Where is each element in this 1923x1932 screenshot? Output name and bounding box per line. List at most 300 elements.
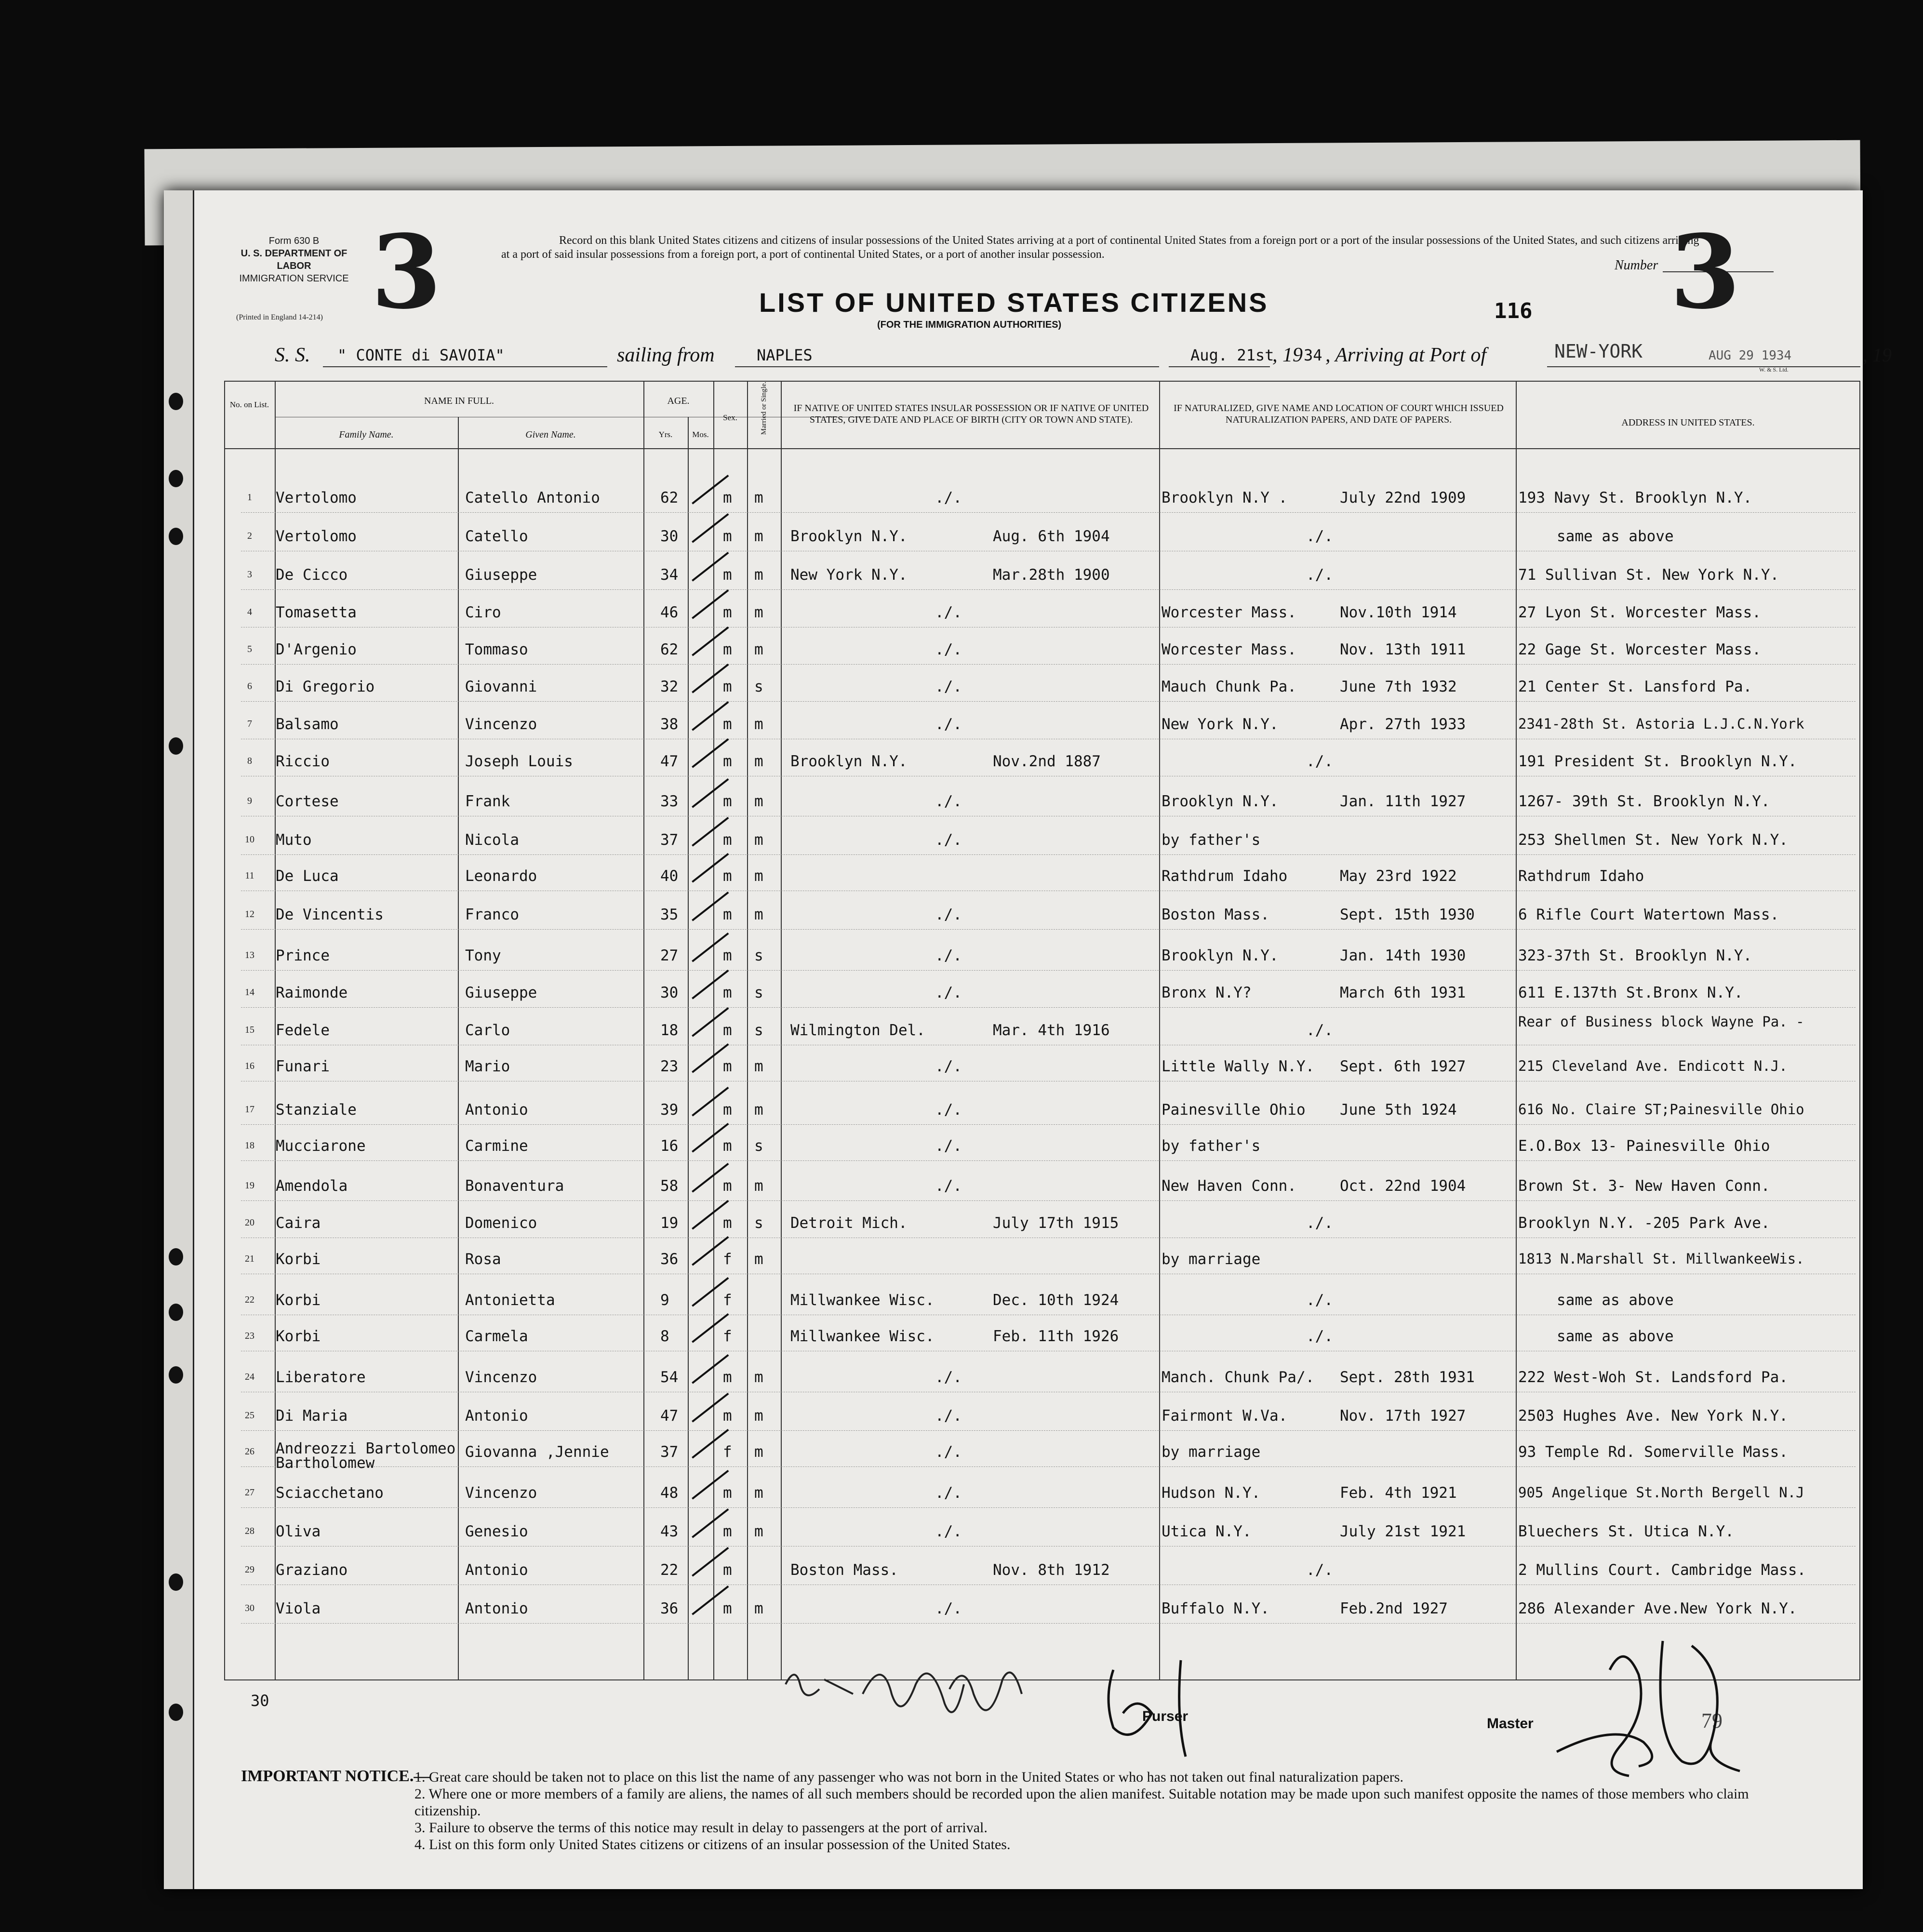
cell-ms: m (754, 753, 763, 770)
cell-family: Korbi (276, 1292, 321, 1309)
cell-age: 32 (660, 678, 679, 695)
cell-age: 33 (660, 793, 679, 810)
cell-nat-date: Feb.2nd 1927 (1340, 1600, 1448, 1617)
binding-strip (164, 190, 194, 1889)
cell-address: Rathdrum Idaho (1518, 867, 1644, 885)
cell-court: Bronx N.Y? (1162, 984, 1252, 1001)
row-number: 11 (245, 870, 254, 881)
cell-sex: m (723, 793, 732, 810)
cell-family: Funari (276, 1058, 330, 1075)
cell-family: Mucciarone (276, 1137, 366, 1155)
cell-address: 27 Lyon St. Worcester Mass. (1518, 604, 1761, 621)
cell-address: Brooklyn N.Y. -205 Park Ave. (1518, 1214, 1770, 1232)
row-number: 29 (245, 1564, 254, 1575)
cell-ms: s (754, 947, 763, 964)
cell-family: Balsamo (276, 716, 339, 733)
cell-sex: m (723, 1058, 732, 1075)
row-rule (241, 970, 1856, 971)
cell-address: 286 Alexander Ave.New York N.Y. (1518, 1600, 1797, 1617)
cell-birth-date: ./. (935, 1101, 962, 1119)
year: 34 (1304, 346, 1322, 364)
notice-item-1: 1. Great care should be taken not to place on this list the name of any passenger who was not born in the United States or who has not taken out final naturalization papers. (414, 1769, 1403, 1785)
cell-given: Genesio (465, 1523, 528, 1540)
cell-court: Little Wally N.Y. (1162, 1058, 1315, 1075)
form-number: Form 630 B (268, 236, 320, 246)
row-rule (241, 1007, 1856, 1008)
cell-nat-date: Apr. 27th 1933 (1340, 716, 1466, 733)
cell-court: Buffalo N.Y. (1162, 1600, 1269, 1617)
cell-given: Ciro (465, 604, 501, 621)
row-rule (241, 1160, 1856, 1161)
col-border (1516, 381, 1517, 1679)
trailing-year: , 19 (1863, 344, 1892, 366)
cell-birth-place: Millwankee Wisc. (790, 1328, 935, 1345)
cell-family: De Luca (276, 867, 339, 885)
cell-nat-date: Jan. 14th 1930 (1340, 947, 1466, 964)
col-head-mos: Mos. (692, 430, 709, 439)
row-rule (241, 1466, 1856, 1467)
row-number: 27 (245, 1487, 254, 1498)
cell-court: Utica N.Y. (1162, 1523, 1252, 1540)
cell-birth-date: ./. (935, 604, 962, 621)
cell-given: Antonio (465, 1407, 528, 1425)
cell-family: Fedele (276, 1022, 330, 1039)
header-bottom-border (224, 448, 1860, 449)
notice-item-4: 4. List on this form only United States citizens or citizens of an insular possession of the United States. (414, 1837, 1011, 1852)
cell-age: 18 (660, 1022, 679, 1039)
row-number: 7 (247, 719, 252, 729)
cell-birth-date: ./. (935, 641, 962, 658)
row-number: 8 (247, 756, 252, 766)
sheet-number-left: 3 (371, 213, 442, 332)
manifest-sheet (164, 190, 1892, 1889)
binding-hole (169, 1304, 183, 1321)
cell-age: 47 (660, 753, 679, 770)
cell-age: 48 (660, 1484, 679, 1502)
cell-ms: m (754, 489, 763, 506)
cell-given: Leonardo (465, 867, 537, 885)
cell-given: Bonaventura (465, 1177, 564, 1195)
col-border (1859, 381, 1860, 1679)
cell-age: 19 (660, 1214, 679, 1232)
cell-court: Painesville Ohio (1162, 1101, 1306, 1119)
col-head-sex: Sex. (723, 413, 737, 422)
row-rule (241, 854, 1856, 855)
cell-address: Brown St. 3- New Haven Conn. (1518, 1177, 1770, 1195)
cell-ms: m (754, 1251, 763, 1268)
cell-ms: m (754, 1600, 763, 1617)
cell-sex: m (723, 1137, 732, 1155)
cell-age: 47 (660, 1407, 679, 1425)
cell-given: Antonio (465, 1561, 528, 1579)
cell-birth-date: ./. (935, 1443, 962, 1461)
list-number-stamp: 116 (1494, 299, 1533, 323)
row-rule (241, 1200, 1856, 1201)
cell-given: Domenico (465, 1214, 537, 1232)
cell-sex: m (723, 984, 732, 1001)
cell-age: 37 (660, 1443, 679, 1461)
total-count: 30 (251, 1692, 269, 1710)
cell-age: 43 (660, 1523, 679, 1540)
cell-ms: m (754, 793, 763, 810)
cell-given: Vincenzo (465, 1484, 537, 1502)
row-number: 25 (245, 1410, 254, 1421)
cell-family: Raimonde (276, 984, 348, 1001)
cell-birth-date: ./. (935, 831, 962, 849)
ship-underline (323, 366, 607, 367)
cell-sex: m (723, 1600, 732, 1617)
col-head-native: IF NATIVE OF UNITED STATES INSULAR POSSESSION OR IF NATIVE OF UNITED STATES, GIVE DATE AND PLACE OF BIRTH (CITY OR TOWN AND STATE). (793, 403, 1149, 425)
cell-address: 6 Rifle Court Watertown Mass. (1518, 906, 1779, 923)
col-head-name: NAME IN FULL. (424, 396, 494, 406)
cell-birth-place: Brooklyn N.Y. (790, 753, 908, 770)
col-border (747, 381, 748, 1679)
row-number: 9 (247, 796, 252, 806)
cell-address: 193 Navy St. Brooklyn N.Y. (1518, 489, 1752, 506)
cell-given: Giuseppe (465, 984, 537, 1001)
cell-sex: m (723, 528, 732, 545)
row-number: 4 (247, 607, 252, 617)
cell-birth-date: ./. (935, 1600, 962, 1617)
cell-age: 62 (660, 641, 679, 658)
cell-ms: m (754, 1369, 763, 1386)
cell-birth-date: ./. (935, 793, 962, 810)
cell-nat-date: Nov.10th 1914 (1340, 604, 1457, 621)
cell-birth-place: Detroit Mich. (790, 1214, 908, 1232)
cell-nat-date: Sept. 15th 1930 (1340, 906, 1475, 923)
cell-nat-date: ./. (1306, 566, 1333, 584)
cell-given: Mario (465, 1058, 510, 1075)
binding-hole (169, 528, 183, 545)
row-number: 26 (245, 1446, 254, 1457)
cell-address: Rear of Business block Wayne Pa. - (1518, 1013, 1804, 1030)
cell-age: 40 (660, 867, 679, 885)
cell-ms: m (754, 1058, 763, 1075)
cell-family: Korbi (276, 1328, 321, 1345)
row-rule (241, 1124, 1856, 1125)
table-top-border (224, 381, 1860, 382)
col-head-address: ADDRESS IN UNITED STATES. (1621, 417, 1755, 428)
cell-given: Rosa (465, 1251, 501, 1268)
cell-ms: m (754, 1443, 763, 1461)
cell-nat-date: ./. (1306, 1292, 1333, 1309)
binding-hole (169, 1573, 183, 1591)
cell-birth-date: Mar. 4th 1916 (993, 1022, 1110, 1039)
col-border (688, 417, 689, 1679)
cell-birth-date: ./. (935, 716, 962, 733)
row-number: 24 (245, 1372, 254, 1382)
cell-court: Brooklyn N.Y. (1162, 947, 1279, 964)
cell-family: De Cicco (276, 566, 348, 584)
row-number: 14 (245, 987, 254, 998)
row-rule (241, 701, 1856, 702)
cell-sex: m (723, 1523, 732, 1540)
ship-name: " CONTE di SAVOIA" (337, 346, 505, 364)
cell-family: Sciacchetano (276, 1484, 384, 1502)
cell-given: Giovanna ,Jennie (465, 1443, 609, 1461)
row-number: 2 (247, 531, 252, 541)
sheet-number-right: 3 (1670, 213, 1741, 332)
cell-birth-date: Mar.28th 1900 (993, 566, 1110, 584)
cell-age: 36 (660, 1251, 679, 1268)
col-head-family: Family Name. (339, 429, 394, 440)
cell-nat-date: ./. (1306, 528, 1333, 545)
cell-sex: m (723, 641, 732, 658)
cell-sex: m (723, 1214, 732, 1232)
master-label: Master (1487, 1716, 1534, 1732)
row-number: 15 (245, 1025, 254, 1035)
cell-age: 8 (660, 1328, 669, 1345)
cell-ms: m (754, 1523, 763, 1540)
cell-sex: m (723, 906, 732, 923)
cell-age: 34 (660, 566, 679, 584)
cell-address: 2 Mullins Court. Cambridge Mass. (1518, 1561, 1806, 1579)
cell-sex: m (723, 1177, 732, 1195)
cell-given: Antonio (465, 1600, 528, 1617)
cell-court: by marriage (1162, 1251, 1261, 1268)
cell-age: 54 (660, 1369, 679, 1386)
cell-nat-date: Oct. 22nd 1904 (1340, 1177, 1466, 1195)
col-head-yrs: Yrs. (658, 430, 673, 439)
row-rule (241, 589, 1856, 590)
col-border (458, 417, 459, 1679)
col-head-given: Given Name. (525, 429, 576, 440)
cell-ms: m (754, 831, 763, 849)
cell-address: 905 Angelique St.North Bergell N.J (1518, 1484, 1804, 1501)
col-head-marital: Married or Single. (760, 381, 768, 435)
cell-nat-date: Nov. 17th 1927 (1340, 1407, 1466, 1425)
cell-ms: m (754, 528, 763, 545)
cell-birth-place: Brooklyn N.Y. (790, 528, 908, 545)
cell-address: 2341-28th St. Astoria L.J.C.N.York (1518, 716, 1804, 732)
cell-age: 58 (660, 1177, 679, 1195)
cell-ms: m (754, 641, 763, 658)
cell-address: 21 Center St. Lansford Pa. (1518, 678, 1752, 695)
cell-address: 215 Cleveland Ave. Endicott N.J. (1518, 1058, 1788, 1074)
cell-birth-date: Aug. 6th 1904 (993, 528, 1110, 545)
cell-sex: m (723, 1407, 732, 1425)
cell-address: Bluechers St. Utica N.Y. (1518, 1523, 1734, 1540)
cell-sex: m (723, 753, 732, 770)
department-name: U. S. DEPARTMENT OF LABOR (240, 248, 347, 271)
cell-birth-date: ./. (935, 947, 962, 964)
cell-family: Viola (276, 1600, 321, 1617)
cell-birth-place: Millwankee Wisc. (790, 1292, 935, 1309)
row-number: 18 (245, 1140, 254, 1151)
binding-hole (169, 1366, 183, 1384)
cell-address: 71 Sullivan St. New York N.Y. (1518, 566, 1779, 584)
cell-birth-place: Boston Mass. (790, 1561, 898, 1579)
cell-family: Andreozzi Bartolomeo Bartholomew (276, 1440, 456, 1472)
cell-sex: m (723, 1369, 732, 1386)
cell-birth-place: New York N.Y. (790, 566, 908, 584)
cell-birth-date: ./. (935, 1177, 962, 1195)
cell-given: Frank (465, 793, 510, 810)
row-number: 30 (245, 1603, 254, 1613)
ss-label: S. S. (275, 344, 310, 366)
departure-date: Aug. 21st (1190, 346, 1274, 364)
cell-nat-date: ./. (1306, 1022, 1333, 1039)
purser-label: Purser (1142, 1708, 1189, 1724)
cell-address: 253 Shellmen St. New York N.Y. (1518, 831, 1788, 849)
cell-ms: s (754, 678, 763, 695)
row-rule (241, 1507, 1856, 1508)
cell-address: 1267- 39th St. Brooklyn N.Y. (1518, 793, 1770, 810)
cell-family: Caira (276, 1214, 321, 1232)
cell-nat-date: Sept. 28th 1931 (1340, 1369, 1475, 1386)
inspector-signature (766, 1651, 1296, 1771)
cell-court: Boston Mass. (1162, 906, 1269, 923)
cell-family: Amendola (276, 1177, 348, 1195)
cell-birth-date: ./. (935, 1484, 962, 1502)
service-name: IMMIGRATION SERVICE (239, 273, 349, 284)
cell-sex: m (723, 678, 732, 695)
cell-ms: m (754, 716, 763, 733)
port-from: NAPLES (757, 346, 813, 364)
cell-birth-date: ./. (935, 1369, 962, 1386)
row-number: 5 (247, 644, 252, 654)
binding-hole (169, 1248, 183, 1266)
cell-court: Worcester Mass. (1162, 641, 1296, 658)
cell-given: Vincenzo (465, 1369, 537, 1386)
cell-age: 38 (660, 716, 679, 733)
arriving-label: , Arriving at Port of (1325, 344, 1487, 366)
cell-court: by marriage (1162, 1443, 1261, 1461)
notice-item-2: 2. Where one or more members of a family are aliens, the names of all such members should be recorded upon the alien manifest. Suitable notation may be made upon such manifest opposite the names of those members who claim citizenship. (414, 1786, 1749, 1819)
cell-address: 222 West-Woh St. Landsford Pa. (1518, 1369, 1788, 1386)
cell-nat-date: July 22nd 1909 (1340, 489, 1466, 506)
cell-nat-date: ./. (1306, 1561, 1333, 1579)
cell-sex: m (723, 716, 732, 733)
port-to-underline (1547, 366, 1860, 367)
cell-family: Di Gregorio (276, 678, 375, 695)
col-border (224, 381, 225, 1679)
cell-nat-date: Feb. 4th 1921 (1340, 1484, 1457, 1502)
cell-address: 22 Gage St. Worcester Mass. (1518, 641, 1761, 658)
row-number: 16 (245, 1061, 254, 1071)
row-number: 12 (245, 909, 254, 919)
cell-nat-date: Nov. 13th 1911 (1340, 641, 1466, 658)
cell-nat-date: June 5th 1924 (1340, 1101, 1457, 1119)
cell-birth-date: ./. (935, 1523, 962, 1540)
row-rule (241, 512, 1856, 513)
cell-ms: m (754, 566, 763, 584)
binding-hole (169, 1704, 183, 1721)
cell-age: 62 (660, 489, 679, 506)
col-head-no: No. on List. (229, 400, 269, 409)
cell-court: New York N.Y. (1162, 716, 1279, 733)
cell-family: Muto (276, 831, 312, 849)
cell-given: Joseph Louis (465, 753, 573, 770)
cell-family: De Vincentis (276, 906, 384, 923)
cell-address: same as above (1557, 528, 1674, 545)
cell-given: Antonietta (465, 1292, 555, 1309)
cell-sex: m (723, 1022, 732, 1039)
cell-family: Oliva (276, 1523, 321, 1540)
cell-court: New Haven Conn. (1162, 1177, 1296, 1195)
cell-birth-date: Nov.2nd 1887 (993, 753, 1101, 770)
cell-family: Graziano (276, 1561, 348, 1579)
cell-address: 611 E.137th St.Bronx N.Y. (1518, 984, 1743, 1001)
cell-nat-date: Sept. 6th 1927 (1340, 1058, 1466, 1075)
cell-ms: m (754, 1484, 763, 1502)
cell-given: Vincenzo (465, 716, 537, 733)
page-title: LIST OF UNITED STATES CITIZENS (759, 287, 1269, 318)
page-reference: 79 (1701, 1709, 1723, 1732)
cell-sex: f (723, 1251, 732, 1268)
cell-court: Worcester Mass. (1162, 604, 1296, 621)
row-number: 6 (247, 681, 252, 692)
cell-address: 1813 N.Marshall St. MillwankeeWis. (1518, 1251, 1804, 1267)
cell-age: 23 (660, 1058, 679, 1075)
cell-family: Tomasetta (276, 604, 357, 621)
cell-nat-date: May 23rd 1922 (1340, 867, 1457, 885)
cell-court: Hudson N.Y. (1162, 1484, 1261, 1502)
cell-court: Manch. Chunk Pa/. (1162, 1369, 1315, 1386)
cell-birth-date: ./. (935, 906, 962, 923)
col-head-naturalized: IF NATURALIZED, GIVE NAME AND LOCATION OF COURT WHICH ISSUED NATURALIZATION PAPERS, AND DATE OF PAPERS. (1174, 403, 1504, 425)
cell-given: Nicola (465, 831, 519, 849)
year-prefix: , 19 (1272, 344, 1303, 366)
notice-item-3: 3. Failure to observe the terms of this notice may result in delay to passengers at the port of arrival. (414, 1820, 988, 1836)
cell-nat-date: ./. (1306, 1214, 1333, 1232)
cell-age: 36 (660, 1600, 679, 1617)
binding-hole (169, 737, 183, 755)
cell-sex: f (723, 1443, 732, 1461)
cell-given: Franco (465, 906, 519, 923)
cell-sex: m (723, 604, 732, 621)
cell-given: Carmela (465, 1328, 528, 1345)
cell-family: Di Maria (276, 1407, 348, 1425)
cell-address: 93 Temple Rd. Somerville Mass. (1518, 1443, 1788, 1461)
cell-court: Rathdrum Idaho (1162, 867, 1288, 885)
page-subtitle: (FOR THE IMMIGRATION AUTHORITIES) (877, 320, 1062, 330)
cell-address: same as above (1557, 1328, 1674, 1345)
cell-age: 27 (660, 947, 679, 964)
cell-age: 30 (660, 528, 679, 545)
cell-birth-date: ./. (935, 678, 962, 695)
cell-sex: m (723, 1561, 732, 1579)
cell-sex: m (723, 831, 732, 849)
cell-sex: f (723, 1328, 732, 1345)
cell-ms: s (754, 1137, 763, 1155)
cell-family: Cortese (276, 793, 339, 810)
cell-age: 9 (660, 1292, 669, 1309)
cell-birth-date: ./. (935, 1407, 962, 1425)
cell-birth-date: Feb. 11th 1926 (993, 1328, 1119, 1345)
cell-family: Stanziale (276, 1101, 357, 1119)
cell-address: 616 No. Claire ST;Painesville Ohio (1518, 1101, 1804, 1118)
cell-ms: s (754, 1214, 763, 1232)
cell-birth-date: ./. (935, 984, 962, 1001)
row-rule (241, 1430, 1856, 1431)
cell-given: Catello Antonio (465, 489, 600, 506)
cell-court: Brooklyn N.Y . (1162, 489, 1288, 506)
row-rule (241, 929, 1856, 930)
cell-family: Prince (276, 947, 330, 964)
row-number: 23 (245, 1331, 254, 1341)
cell-birth-date: July 17th 1915 (993, 1214, 1119, 1232)
cell-age: 39 (660, 1101, 679, 1119)
row-number: 17 (245, 1104, 254, 1115)
row-number: 13 (245, 950, 254, 960)
cell-given: Catello (465, 528, 528, 545)
col-head-age: AGE. (667, 396, 690, 406)
cell-address: 323-37th St. Brooklyn N.Y. (1518, 947, 1752, 964)
arrival-stamp: AUG 29 1934 (1709, 348, 1792, 363)
cell-nat-date: June 7th 1932 (1340, 678, 1457, 695)
col-border (1159, 381, 1160, 1679)
